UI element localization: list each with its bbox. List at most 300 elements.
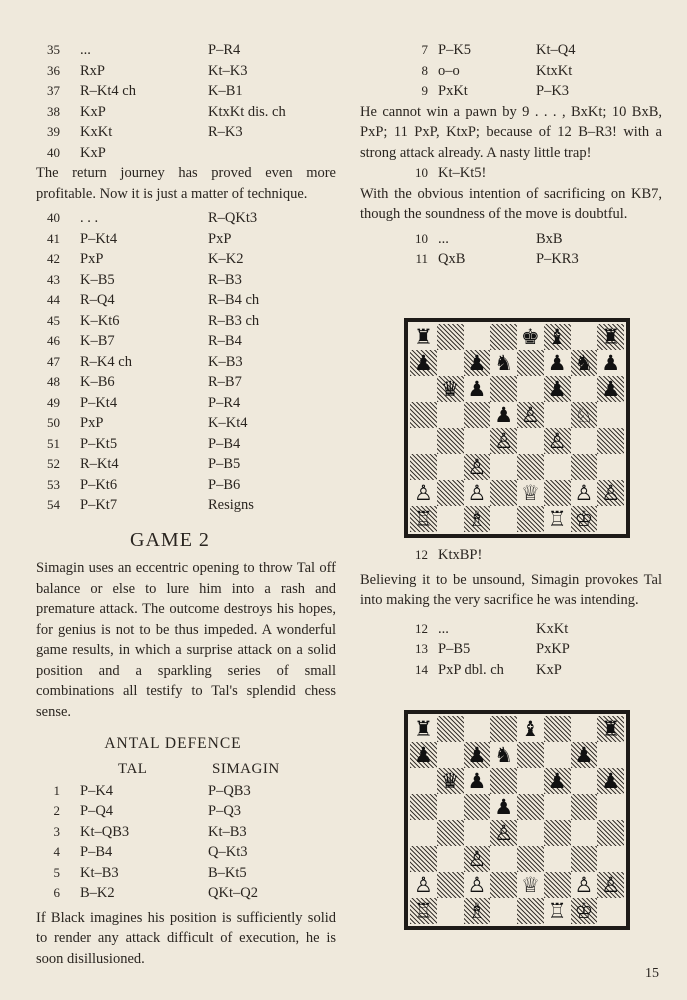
black-move: QKt–Q2 (208, 885, 258, 901)
white-rook-icon: ♖ (547, 506, 567, 531)
board-square (571, 506, 598, 532)
move-number: 43 (47, 271, 60, 287)
board-square (571, 768, 598, 794)
black-rook-icon: ♜ (413, 324, 433, 349)
move-number: 4 (53, 844, 60, 859)
white-pawn-icon: ♙ (547, 428, 567, 453)
board-square (517, 402, 544, 428)
move-row (36, 413, 336, 434)
board-square (571, 872, 598, 898)
board-square (490, 324, 517, 350)
white-pawn-icon: ♙ (467, 846, 487, 871)
move-number: 40 (47, 210, 60, 225)
move-number: 47 (47, 353, 60, 369)
game-title: GAME 2 (130, 528, 210, 551)
board-square (571, 742, 598, 768)
board-square (490, 768, 517, 794)
black-bishop-icon: ♝ (547, 324, 567, 349)
board-square (544, 794, 571, 820)
move-row (36, 102, 336, 123)
board-square (544, 480, 571, 506)
board-square (410, 480, 437, 506)
board-square (410, 350, 437, 376)
board-square (490, 716, 517, 742)
white-pawn-icon: ♙ (467, 872, 487, 897)
white-move: ... (438, 230, 449, 247)
black-move: KtxKt dis. ch (208, 103, 286, 120)
move-number: 49 (47, 394, 60, 410)
board-square (410, 402, 437, 428)
board-square (597, 742, 624, 768)
board-square (544, 820, 571, 846)
board-square (517, 350, 544, 376)
board-square (437, 846, 464, 872)
board-square (464, 716, 491, 742)
board-square (597, 376, 624, 402)
white-move: PxP dbl. ch (438, 661, 504, 678)
board-square (517, 480, 544, 506)
black-pawn-icon: ♟ (601, 350, 621, 375)
move-number: 45 (47, 312, 60, 328)
black-pawn-icon: ♟ (413, 742, 433, 767)
board-square (437, 716, 464, 742)
move-row (360, 639, 662, 660)
board-square (597, 480, 624, 506)
black-move: R–B3 (208, 271, 242, 288)
black-knight-icon: ♞ (574, 350, 594, 375)
board-square (544, 506, 571, 532)
board-square (571, 324, 598, 350)
board-square (544, 350, 571, 376)
board-square (517, 768, 544, 794)
move-row (36, 290, 336, 311)
board-square (437, 872, 464, 898)
opening-title: ANTAL DEFENCE (104, 735, 242, 752)
white-move: o–o (438, 62, 460, 79)
move-row (36, 229, 336, 250)
move-row (36, 352, 336, 373)
move-number: 6 (53, 885, 60, 900)
white-move: P–K5 (438, 42, 472, 58)
white-pawn-icon: ♙ (494, 820, 514, 845)
board-square (517, 324, 544, 350)
white-player-name: TAL (118, 760, 148, 777)
move-number: 52 (47, 456, 60, 471)
black-bishop-icon: ♝ (520, 716, 540, 741)
move-number: 3 (53, 823, 60, 839)
board-square (544, 898, 571, 924)
white-rook-icon: ♖ (547, 898, 567, 923)
white-move: K–B7 (80, 333, 115, 349)
board-square (490, 350, 517, 376)
white-move: KxP (80, 144, 106, 161)
board-square (410, 794, 437, 820)
board-square (517, 454, 544, 480)
board-square (464, 820, 491, 846)
white-move: P–Kt5 (80, 435, 118, 452)
black-move: P–B4 (208, 435, 241, 452)
move-number: 14 (415, 661, 428, 677)
move-row (36, 249, 336, 270)
black-move: Kt–K3 (208, 62, 248, 79)
commentary-nasty-trap: He cannot win a pawn by 9 . . . , BxKt; 10 BxB, PxP; 11 PxP, KtxP; because of 12 B–R3! with a strong attack already. A nasty little trap! (360, 103, 662, 161)
board-square (597, 402, 624, 428)
board-square (597, 846, 624, 872)
white-move: R–Kt4 ch (80, 83, 136, 99)
board-square (597, 454, 624, 480)
black-pawn-icon: ♟ (574, 742, 594, 767)
board-square (464, 402, 491, 428)
white-queen-icon: ♕ (520, 480, 540, 505)
board-square (571, 454, 598, 480)
move-row (360, 660, 662, 681)
board-square (464, 324, 491, 350)
board-square (597, 716, 624, 742)
board-square (410, 506, 437, 532)
board-square (544, 324, 571, 350)
black-pawn-icon: ♟ (467, 350, 487, 375)
page-number: 15 (645, 966, 659, 981)
board-square (490, 820, 517, 846)
move-row (360, 545, 662, 566)
board-square (490, 872, 517, 898)
black-move: K–B3 (208, 353, 243, 370)
left-column (36, 40, 336, 969)
move-row (360, 619, 662, 640)
move-row (36, 883, 336, 904)
board-square (517, 506, 544, 532)
black-move: P–R4 (208, 394, 241, 411)
black-pawn-icon: ♟ (547, 768, 567, 793)
move-row (360, 40, 662, 61)
board-square (597, 506, 624, 532)
move-row (360, 249, 662, 270)
move-row (36, 122, 336, 143)
black-rook-icon: ♜ (413, 716, 433, 741)
black-pawn-icon: ♟ (547, 376, 567, 401)
white-move: P–B5 (438, 641, 471, 657)
white-move: Kt–B3 (80, 864, 119, 881)
black-pawn-icon: ♟ (413, 350, 433, 375)
move-row (36, 331, 336, 352)
black-knight-icon: ♞ (494, 350, 514, 375)
move-number: 40 (47, 144, 60, 160)
move-row (360, 163, 662, 184)
move-number: 7 (421, 42, 428, 57)
commentary-return-journey: The return journey has proved even more profitable. Now it is just a matter of technique. (36, 165, 336, 202)
board-square (437, 428, 464, 454)
move-number: 35 (47, 42, 60, 57)
move-list-middle (36, 208, 336, 516)
white-move: KxP (80, 103, 106, 120)
board-square (464, 480, 491, 506)
board-square (571, 428, 598, 454)
white-pawn-icon: ♙ (601, 480, 621, 505)
white-pawn-icon: ♙ (520, 402, 540, 427)
black-move: B–Kt5 (208, 864, 247, 881)
board-square (517, 898, 544, 924)
black-move: Resigns (208, 497, 254, 513)
white-move: P–Kt7 (80, 497, 118, 513)
move-number: 50 (47, 415, 60, 430)
move-number: 41 (47, 230, 60, 246)
move-number: 36 (47, 62, 60, 78)
board-square (464, 898, 491, 924)
move-list-top (36, 40, 336, 163)
board-square (437, 480, 464, 506)
board-square (517, 794, 544, 820)
board-square (597, 820, 624, 846)
board-square (410, 428, 437, 454)
commentary-disillusioned: If Black imagines his position is sufficiently solid to render any attack difficult of execution, he is soon disillusioned. (36, 909, 336, 967)
white-move: K–Kt6 (80, 312, 120, 329)
white-king-icon: ♔ (574, 506, 594, 531)
white-move: Kt–Kt5! (438, 165, 487, 181)
black-move: R–B4 (208, 333, 242, 349)
move-number: 44 (47, 292, 60, 307)
white-pawn-icon: ♙ (601, 872, 621, 897)
white-bishop-icon: ♗ (467, 506, 487, 531)
board-square (437, 324, 464, 350)
black-move: Kt–Q4 (536, 42, 576, 58)
board-square (490, 898, 517, 924)
board-square (464, 428, 491, 454)
white-pawn-icon: ♙ (494, 428, 514, 453)
board-square (571, 376, 598, 402)
white-move: P–B4 (80, 844, 113, 860)
black-move: KtxKt (536, 62, 573, 79)
white-move: ... (80, 42, 91, 58)
white-move: Kt–QB3 (80, 823, 130, 840)
board-square (544, 716, 571, 742)
move-row (36, 842, 336, 863)
board-square (517, 716, 544, 742)
move-row (36, 822, 336, 843)
black-move: P–K3 (536, 83, 570, 99)
white-move: PxP (80, 415, 104, 431)
board-square (544, 872, 571, 898)
black-move: R–K3 (208, 124, 243, 140)
board-square (410, 716, 437, 742)
white-rook-icon: ♖ (413, 898, 433, 923)
black-move: P–B6 (208, 476, 241, 493)
black-move: KxKt (536, 620, 569, 637)
board-square (544, 402, 571, 428)
board-square (490, 794, 517, 820)
board-square (464, 454, 491, 480)
move-number: 5 (53, 864, 60, 880)
board-square (410, 820, 437, 846)
black-move: R–QKt3 (208, 210, 258, 226)
black-pawn-icon: ♟ (494, 794, 514, 819)
board-square (517, 376, 544, 402)
move-number: 53 (47, 476, 60, 492)
board-square (571, 402, 598, 428)
white-move: KtxBP! (438, 547, 483, 563)
move-number: 48 (47, 374, 60, 389)
board-square (490, 742, 517, 768)
black-move: P–R4 (208, 42, 241, 58)
board-square (490, 846, 517, 872)
move-list-right-bottom (360, 619, 662, 681)
move-row (36, 475, 336, 496)
board-square (597, 872, 624, 898)
board-square (597, 428, 624, 454)
board-square (464, 846, 491, 872)
black-move: PxKP (536, 641, 570, 657)
black-rook-icon: ♜ (601, 324, 621, 349)
right-column (360, 40, 662, 270)
white-move: P–Kt4 (80, 394, 118, 411)
white-pawn-icon: ♙ (467, 480, 487, 505)
commentary-provokes-tal: Believing it to be unsound, Simagin provokes Tal into making the very sacrifice he was intending. (360, 571, 662, 608)
black-queen-icon: ♛ (440, 768, 460, 793)
white-move: PxP (80, 251, 104, 267)
board-square (544, 428, 571, 454)
board-square (464, 768, 491, 794)
board-square (437, 794, 464, 820)
white-bishop-icon: ♗ (467, 898, 487, 923)
board-square (571, 350, 598, 376)
move-number: 39 (47, 124, 60, 139)
move-row (36, 801, 336, 822)
move-number: 37 (47, 83, 60, 98)
black-move: KxP (536, 661, 562, 678)
chess-board-grid (410, 324, 624, 532)
white-move: RxP (80, 62, 105, 79)
white-move: R–K4 ch (80, 353, 132, 370)
board-square (410, 872, 437, 898)
move-row (36, 81, 336, 102)
move-number: 42 (47, 251, 60, 266)
white-king-icon: ♔ (574, 898, 594, 923)
white-move: K–B6 (80, 374, 115, 390)
move-list-right-top (360, 40, 662, 102)
board-square (544, 768, 571, 794)
black-queen-icon: ♛ (440, 376, 460, 401)
move-number: 12 (415, 620, 428, 636)
black-move: P–Q3 (208, 803, 242, 819)
move-number: 9 (421, 83, 428, 98)
board-square (464, 794, 491, 820)
board-square (437, 820, 464, 846)
move-number: 2 (53, 803, 60, 818)
board-square (490, 428, 517, 454)
move-number: 46 (47, 333, 60, 348)
move-row (360, 61, 662, 82)
move-number: 10 (415, 165, 428, 180)
move-row (360, 81, 662, 102)
white-pawn-icon: ♙ (574, 480, 594, 505)
right-column-lower (360, 545, 662, 680)
black-move: R–B3 ch (208, 312, 260, 329)
board-square (464, 742, 491, 768)
move-number: 51 (47, 435, 60, 451)
white-move: P–K4 (80, 782, 114, 799)
white-move: P–Q4 (80, 803, 114, 819)
white-move: R–Q4 (80, 292, 115, 308)
white-move: P–Kt4 (80, 230, 118, 247)
white-move: ... (438, 620, 449, 637)
move-number: 12 (415, 547, 428, 562)
move-list-right-middle (360, 229, 662, 270)
move-number: 10 (415, 230, 428, 246)
white-queen-icon: ♕ (520, 872, 540, 897)
board-square (437, 402, 464, 428)
move-row (36, 434, 336, 455)
black-move: BxB (536, 230, 563, 247)
board-square (597, 350, 624, 376)
white-pawn-icon: ♙ (413, 480, 433, 505)
board-square (544, 376, 571, 402)
board-square (437, 768, 464, 794)
board-square (517, 742, 544, 768)
board-square (517, 872, 544, 898)
black-rook-icon: ♜ (601, 716, 621, 741)
black-move: R–B7 (208, 374, 242, 390)
game-introduction: Simagin uses an eccentric opening to throw Tal off balance or else to lure him into a rash and premature attack. The outcome destroys his hopes, for genius is not to be thus impeded. A wonderful game results, in which a surprise attack on a solid position and a sparkling series of small combinations all testify to Tal's splendid chess sense. (36, 560, 336, 720)
board-square (544, 454, 571, 480)
board-square (464, 506, 491, 532)
board-square (410, 742, 437, 768)
board-square (517, 820, 544, 846)
move-row (360, 229, 662, 250)
white-move: . . . (80, 210, 99, 226)
move-number: 38 (47, 103, 60, 119)
board-square (437, 506, 464, 532)
move-row (36, 781, 336, 802)
white-pawn-icon: ♙ (467, 454, 487, 479)
move-row (36, 143, 336, 164)
board-square (571, 794, 598, 820)
black-move: K–Kt4 (208, 415, 248, 431)
black-pawn-icon: ♟ (601, 376, 621, 401)
board-square (571, 480, 598, 506)
move-number: 11 (415, 251, 428, 266)
board-square (597, 324, 624, 350)
board-square (464, 376, 491, 402)
black-move: P–QB3 (208, 782, 251, 799)
board-square (437, 898, 464, 924)
board-square (464, 350, 491, 376)
move-row (36, 61, 336, 82)
black-pawn-icon: ♟ (467, 376, 487, 401)
black-move: PxP (208, 230, 232, 247)
move-number: 1 (53, 782, 60, 798)
board-square (490, 480, 517, 506)
white-move: KxKt (80, 124, 113, 140)
board-square (544, 742, 571, 768)
black-knight-icon: ♞ (494, 742, 514, 767)
white-move: R–Kt4 (80, 456, 119, 472)
black-pawn-icon: ♟ (547, 350, 567, 375)
move-row (36, 863, 336, 884)
white-rook-icon: ♖ (413, 506, 433, 531)
move-row (36, 270, 336, 291)
black-move: Q–Kt3 (208, 844, 248, 860)
move-number: 8 (421, 62, 428, 78)
white-pawn-icon: ♙ (413, 872, 433, 897)
black-move: K–K2 (208, 251, 244, 267)
black-player-name: SIMAGIN (212, 760, 280, 777)
move-row (36, 495, 336, 516)
white-move: QxB (438, 251, 466, 267)
black-move: K–B1 (208, 83, 243, 99)
black-move: Kt–B3 (208, 823, 247, 840)
board-square (571, 716, 598, 742)
white-move: B–K2 (80, 885, 115, 901)
move-row (36, 393, 336, 414)
